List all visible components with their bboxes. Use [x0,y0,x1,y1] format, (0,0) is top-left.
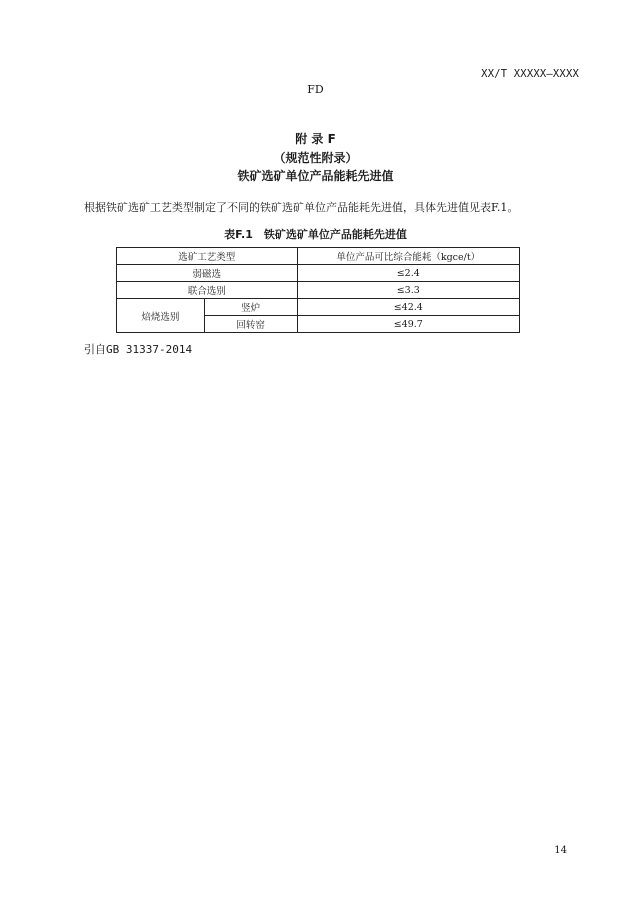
table-row [117,282,520,299]
standard-code: XX/T XXXXX—XXXX [481,68,579,80]
process-cell: 联合选别 [117,282,298,299]
appendix-subject: 铁矿选矿单位产品能耗先进值 [237,169,394,183]
table-caption: 表F.1 铁矿选矿单位产品能耗先进值 [224,228,407,241]
header-energy: 单位产品可比综合能耗（kgce/t） [297,248,519,265]
table-row [117,299,520,316]
table-header-row [117,248,520,265]
appendix-title: 附 录 F [295,132,336,146]
fd-mark: FD [307,83,324,96]
body-paragraph: 根据铁矿选矿工艺类型制定了不同的铁矿选矿单位产品能耗先进值，具体先进值见表F.1。 [84,201,519,214]
value-cell: ≤49.7 [297,316,519,333]
source-note: 引自GB 31337-2014 [84,343,193,356]
energy-table [116,247,520,333]
subprocess-cell: 回转窑 [204,316,297,333]
group-cell: 焙烧选别 [117,299,205,333]
value-cell: ≤3.3 [297,282,519,299]
value-cell: ≤2.4 [297,265,519,282]
page-number: 14 [554,845,567,856]
subprocess-cell: 竖炉 [204,299,297,316]
value-cell: ≤42.4 [297,299,519,316]
appendix-nature: （规范性附录） [273,151,358,165]
table-row [117,265,520,282]
header-process: 选矿工艺类型 [117,248,298,265]
process-cell: 弱磁选 [117,265,298,282]
